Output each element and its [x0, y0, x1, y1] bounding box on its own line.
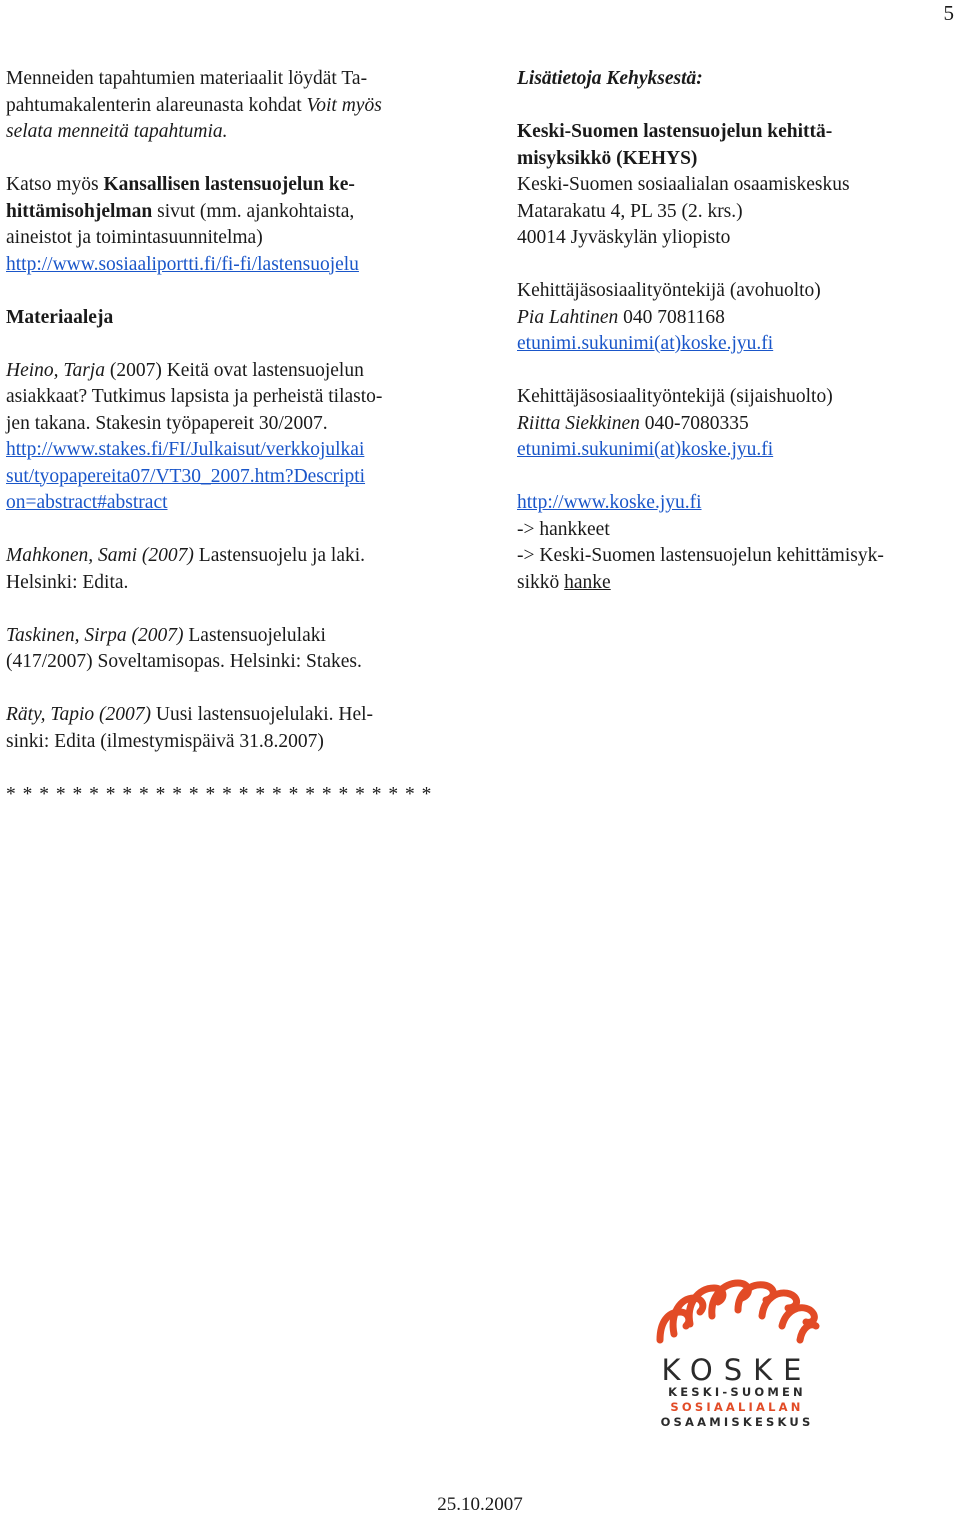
- koske-website-link[interactable]: http://www.koske.jyu.fi: [517, 492, 702, 513]
- reference-heino: Heino, Tarja (2007) Keitä ovat lastensuojelun asiakkaat? Tutkimus lapsista ja perheistä tilasto- jen takana. Stakesin työpapereit 30/2007. http://www.stakes.fi/FI/Julkaisut/verkkojulkai sut/tyopapereita07/VT30_2007.htm?Descripti on=abstract#abstract: [6, 359, 383, 513]
- logo-line-1: KESKI-SUOMEN: [668, 1384, 806, 1399]
- materials-heading: Materiaaleja: [6, 306, 114, 328]
- footer-date: 25.10.2007: [437, 1494, 523, 1515]
- koske-emblem-icon: [654, 1278, 820, 1344]
- program-paragraph: Katso myös Kansallisen lastensuojelun ke- hittämisohjelman sivut (mm. ajankohtaista, aineistot ja toimintasuunnitelma) http://www.sosiaaliportti.fi/fi-fi/lastensuojelu: [6, 174, 359, 275]
- right-column: [517, 66, 947, 596]
- reference-mahkonen: Mahkonen, Sami (2007) Lastensuojelu ja laki. Helsinki: Edita.: [6, 545, 366, 593]
- intro-paragraph: Menneiden tapahtumien materiaalit löydät Ta- pahtumakalenterin alareunasta kohdat Voit myös selata menneitä tapahtumia.: [6, 68, 382, 142]
- organization-name: Keski-Suomen lastensuojelun kehittä- misyksikkö (KEHYS): [517, 121, 833, 169]
- separator-stars: * * * * * * * * * * * * * * * * * * * * * * * * * *: [6, 783, 433, 805]
- reference-taskinen: Taskinen, Sirpa (2007) Lastensuojelulaki (417/2007) Soveltamisopas. Helsinki: Stakes.: [6, 624, 362, 672]
- koske-logo: [654, 1278, 820, 1430]
- logo-wordmark: KOSKE: [661, 1352, 813, 1387]
- email-link-avohuolto[interactable]: etunimi.sukunimi(at)koske.jyu.fi: [517, 333, 774, 354]
- stakes-link[interactable]: http://www.stakes.fi/FI/Julkaisut/verkkojulkai sut/tyopapereita07/VT30_2007.htm?Descripti on=abstract#abstract: [6, 439, 366, 513]
- email-link-sijaishuolto[interactable]: etunimi.sukunimi(at)koske.jyu.fi: [517, 439, 774, 460]
- hanke-link[interactable]: hanke: [564, 571, 611, 593]
- organization-address: Keski-Suomen sosiaalialan osaamiskeskus Matarakatu 4, PL 35 (2. krs.) 40014 Jyväskylän yliopisto: [517, 174, 850, 248]
- contact-sijaishuolto: Kehittäjäsosiaalityöntekijä (sijaishuolto) Riitta Siekkinen 040-7080335 etunimi.sukunimi(at)koske.jyu.fi: [517, 386, 833, 460]
- contact-avohuolto: Kehittäjäsosiaalityöntekijä (avohuolto) Pia Lahtinen 040 7081168 etunimi.sukunimi(at)koske.jyu.fi: [517, 280, 821, 354]
- logo-line-3: OSAAMISKESKUS: [660, 1414, 814, 1429]
- contact-heading: Lisätietoja Kehyksestä:: [517, 68, 703, 89]
- reference-raty: Räty, Tapio (2007) Uusi lastensuojelulaki. Hel- sinki: Edita (ilmestymispäivä 31.8.2007): [6, 704, 374, 752]
- logo-line-2: SOSIAALIALAN: [670, 1399, 804, 1414]
- lastensuojelu-link[interactable]: http://www.sosiaaliportti.fi/fi-fi/lastensuojelu: [6, 253, 359, 275]
- page-number: 5: [943, 1, 954, 25]
- left-column: [6, 66, 451, 808]
- website-block: http://www.koske.jyu.fi -> hankkeet -> Keski-Suomen lastensuojelun kehittämisyk- sikkö hanke: [517, 492, 884, 593]
